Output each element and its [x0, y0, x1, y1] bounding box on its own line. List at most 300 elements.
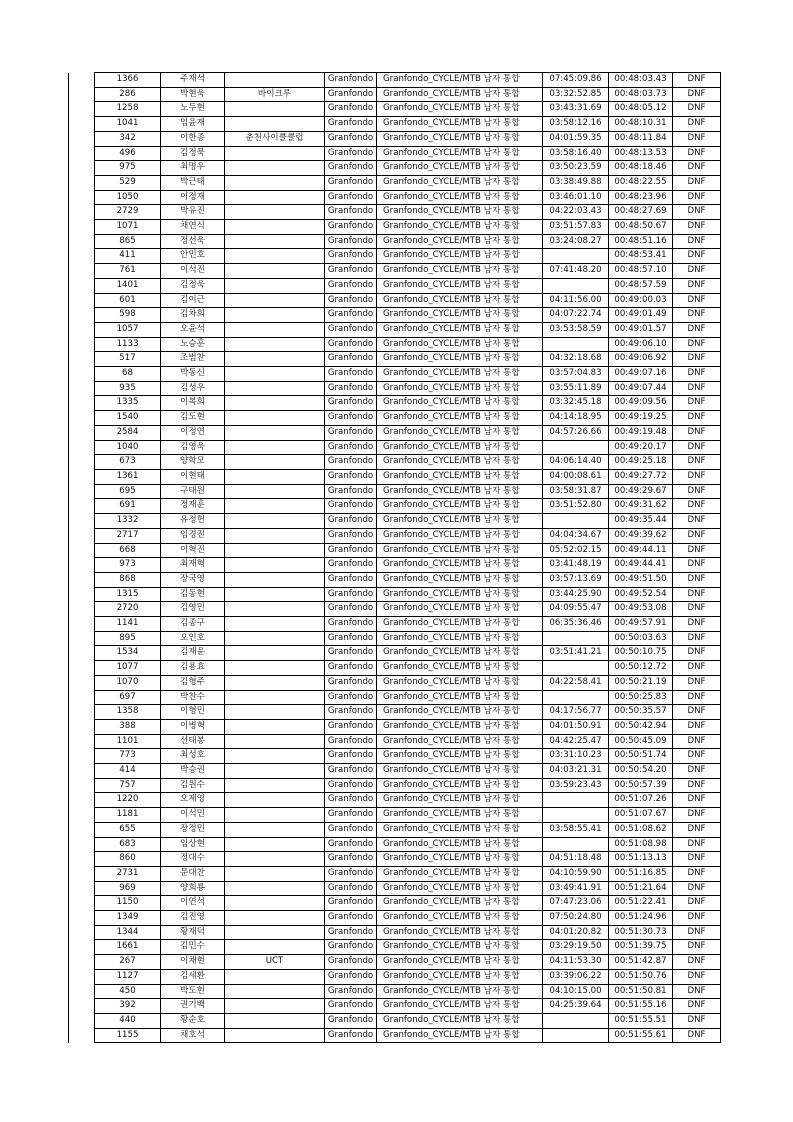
time-1-cell: 03:39:06.22: [543, 969, 609, 984]
results-body: [69, 73, 721, 1043]
result-status-cell: DNF: [673, 308, 721, 323]
row-margin-cell: [69, 719, 95, 734]
event-cell: Granfondo_CYCLE/MTB 남자 통합: [377, 484, 543, 499]
club-cell: [225, 572, 325, 587]
event-cell: Granfondo_CYCLE/MTB 남자 통합: [377, 499, 543, 514]
category-cell: Granfondo: [325, 675, 377, 690]
category-cell: Granfondo: [325, 396, 377, 411]
event-cell: Granfondo_CYCLE/MTB 남자 통합: [377, 572, 543, 587]
result-status-cell: DNF: [673, 661, 721, 676]
event-cell: Granfondo_CYCLE/MTB 남자 통합: [377, 602, 543, 617]
time-2-cell: 00:48:53.41: [609, 249, 673, 264]
table-row: [69, 734, 721, 749]
rider-name-cell: 이현태: [161, 469, 225, 484]
event-cell: Granfondo_CYCLE/MTB 남자 통합: [377, 969, 543, 984]
club-cell: [225, 308, 325, 323]
club-cell: [225, 337, 325, 352]
rider-name-cell: 이혁진: [161, 543, 225, 558]
time-2-cell: 00:48:11.84: [609, 131, 673, 146]
bib-number-cell: 2717: [95, 528, 161, 543]
bib-number-cell: 868: [95, 572, 161, 587]
result-status-cell: DNF: [673, 455, 721, 470]
time-1-cell: 04:04:34.67: [543, 528, 609, 543]
category-cell: Granfondo: [325, 955, 377, 970]
rider-name-cell: 오제영: [161, 793, 225, 808]
bib-number-cell: 1366: [95, 73, 161, 88]
event-cell: Granfondo_CYCLE/MTB 남자 통합: [377, 117, 543, 132]
time-1-cell: 03:51:41.21: [543, 646, 609, 661]
table-row: [69, 955, 721, 970]
category-cell: Granfondo: [325, 866, 377, 881]
event-cell: Granfondo_CYCLE/MTB 남자 통합: [377, 161, 543, 176]
rider-name-cell: 이병혁: [161, 719, 225, 734]
rider-name-cell: 김민수: [161, 940, 225, 955]
rider-name-cell: 권기백: [161, 999, 225, 1014]
result-status-cell: DNF: [673, 264, 721, 279]
rider-name-cell: 이연석: [161, 896, 225, 911]
club-cell: [225, 837, 325, 852]
category-cell: Granfondo: [325, 220, 377, 235]
club-cell: [225, 631, 325, 646]
bib-number-cell: 1335: [95, 396, 161, 411]
row-margin-cell: [69, 264, 95, 279]
rider-name-cell: 이정연: [161, 425, 225, 440]
time-2-cell: 00:49:20.17: [609, 440, 673, 455]
row-margin-cell: [69, 381, 95, 396]
rider-name-cell: 정재훈: [161, 499, 225, 514]
table-row: [69, 896, 721, 911]
category-cell: Granfondo: [325, 367, 377, 382]
time-2-cell: 00:50:35.57: [609, 705, 673, 720]
time-1-cell: 04:11:53.30: [543, 955, 609, 970]
time-2-cell: 00:49:00.03: [609, 293, 673, 308]
time-2-cell: 00:49:29.67: [609, 484, 673, 499]
result-status-cell: DNF: [673, 102, 721, 117]
result-status-cell: DNF: [673, 675, 721, 690]
club-cell: [225, 249, 325, 264]
row-margin-cell: [69, 705, 95, 720]
category-cell: Granfondo: [325, 146, 377, 161]
row-margin-cell: [69, 837, 95, 852]
time-2-cell: 00:51:39.75: [609, 940, 673, 955]
club-cell: [225, 793, 325, 808]
time-2-cell: 00:51:08.98: [609, 837, 673, 852]
time-2-cell: 00:48:57.59: [609, 278, 673, 293]
rider-name-cell: 문대찬: [161, 866, 225, 881]
table-row: [69, 866, 721, 881]
category-cell: Granfondo: [325, 778, 377, 793]
bib-number-cell: 860: [95, 852, 161, 867]
category-cell: Granfondo: [325, 617, 377, 632]
table-row: [69, 881, 721, 896]
category-cell: Granfondo: [325, 249, 377, 264]
category-cell: Granfondo: [325, 1028, 377, 1043]
time-1-cell: 04:10:59.90: [543, 866, 609, 881]
rider-name-cell: 박현욱: [161, 87, 225, 102]
club-cell: [225, 940, 325, 955]
time-2-cell: 00:48:05.12: [609, 102, 673, 117]
category-cell: Granfondo: [325, 734, 377, 749]
bib-number-cell: 286: [95, 87, 161, 102]
category-cell: Granfondo: [325, 749, 377, 764]
table-row: [69, 352, 721, 367]
row-margin-cell: [69, 675, 95, 690]
club-cell: [225, 719, 325, 734]
rider-name-cell: 박동신: [161, 367, 225, 382]
table-row: [69, 1028, 721, 1043]
rider-name-cell: 김형주: [161, 675, 225, 690]
table-row: [69, 381, 721, 396]
time-2-cell: 00:49:44.41: [609, 558, 673, 573]
table-row: [69, 411, 721, 426]
row-margin-cell: [69, 558, 95, 573]
club-cell: [225, 984, 325, 999]
result-status-cell: DNF: [673, 837, 721, 852]
time-1-cell: 04:06:14.40: [543, 455, 609, 470]
time-2-cell: 00:51:42.87: [609, 955, 673, 970]
category-cell: Granfondo: [325, 999, 377, 1014]
row-margin-cell: [69, 911, 95, 926]
time-2-cell: 00:51:07.67: [609, 808, 673, 823]
row-margin-cell: [69, 646, 95, 661]
club-cell: [225, 102, 325, 117]
row-margin-cell: [69, 602, 95, 617]
category-cell: Granfondo: [325, 587, 377, 602]
row-margin-cell: [69, 852, 95, 867]
club-cell: [225, 558, 325, 573]
event-cell: Granfondo_CYCLE/MTB 남자 통합: [377, 278, 543, 293]
bib-number-cell: 973: [95, 558, 161, 573]
club-cell: [225, 911, 325, 926]
bib-number-cell: 1133: [95, 337, 161, 352]
rider-name-cell: 이채현: [161, 955, 225, 970]
rider-name-cell: 김차희: [161, 308, 225, 323]
result-status-cell: DNF: [673, 278, 721, 293]
category-cell: Granfondo: [325, 87, 377, 102]
club-cell: [225, 734, 325, 749]
row-margin-cell: [69, 1014, 95, 1029]
time-1-cell: 03:43:31.69: [543, 102, 609, 117]
club-cell: [225, 999, 325, 1014]
rider-name-cell: 임경진: [161, 528, 225, 543]
time-1-cell: [543, 440, 609, 455]
time-2-cell: 00:50:42.94: [609, 719, 673, 734]
event-cell: Granfondo_CYCLE/MTB 남자 통합: [377, 131, 543, 146]
event-cell: Granfondo_CYCLE/MTB 남자 통합: [377, 955, 543, 970]
time-2-cell: 00:51:55.51: [609, 1014, 673, 1029]
time-2-cell: 00:49:06.92: [609, 352, 673, 367]
result-status-cell: DNF: [673, 1028, 721, 1043]
time-1-cell: 04:07:22.74: [543, 308, 609, 323]
result-status-cell: DNF: [673, 117, 721, 132]
row-margin-cell: [69, 205, 95, 220]
table-row: [69, 852, 721, 867]
table-row: [69, 117, 721, 132]
rider-name-cell: 박유진: [161, 205, 225, 220]
event-cell: Granfondo_CYCLE/MTB 남자 통합: [377, 558, 543, 573]
category-cell: Granfondo: [325, 205, 377, 220]
row-margin-cell: [69, 661, 95, 676]
table-row: [69, 131, 721, 146]
time-1-cell: [543, 337, 609, 352]
time-2-cell: 00:50:54.20: [609, 764, 673, 779]
time-2-cell: 00:48:03.43: [609, 73, 673, 88]
result-status-cell: DNF: [673, 911, 721, 926]
row-margin-cell: [69, 161, 95, 176]
category-cell: Granfondo: [325, 646, 377, 661]
rider-name-cell: 장국영: [161, 572, 225, 587]
time-1-cell: 04:17:56.77: [543, 705, 609, 720]
club-cell: [225, 234, 325, 249]
row-margin-cell: [69, 87, 95, 102]
time-1-cell: 03:53:58.59: [543, 322, 609, 337]
bib-number-cell: 1349: [95, 911, 161, 926]
rider-name-cell: 김도현: [161, 411, 225, 426]
time-1-cell: 04:10:15.00: [543, 984, 609, 999]
bib-number-cell: 440: [95, 1014, 161, 1029]
time-1-cell: [543, 1028, 609, 1043]
category-cell: Granfondo: [325, 411, 377, 426]
row-margin-cell: [69, 73, 95, 88]
club-cell: [225, 822, 325, 837]
row-margin-cell: [69, 117, 95, 132]
bib-number-cell: 865: [95, 234, 161, 249]
row-margin-cell: [69, 337, 95, 352]
time-1-cell: [543, 690, 609, 705]
result-status-cell: DNF: [673, 1014, 721, 1029]
category-cell: Granfondo: [325, 572, 377, 587]
rider-name-cell: 황재덕: [161, 925, 225, 940]
result-status-cell: DNF: [673, 411, 721, 426]
time-2-cell: 00:51:50.81: [609, 984, 673, 999]
table-row: [69, 808, 721, 823]
category-cell: Granfondo: [325, 705, 377, 720]
table-row: [69, 543, 721, 558]
event-cell: Granfondo_CYCLE/MTB 남자 통합: [377, 73, 543, 88]
club-cell: [225, 617, 325, 632]
event-cell: Granfondo_CYCLE/MTB 남자 통합: [377, 440, 543, 455]
time-1-cell: 07:47:23.06: [543, 896, 609, 911]
row-margin-cell: [69, 984, 95, 999]
bib-number-cell: 411: [95, 249, 161, 264]
category-cell: Granfondo: [325, 161, 377, 176]
rider-name-cell: 장정민: [161, 822, 225, 837]
row-margin-cell: [69, 425, 95, 440]
club-cell: [225, 469, 325, 484]
table-row: [69, 425, 721, 440]
bib-number-cell: 68: [95, 367, 161, 382]
club-cell: [225, 455, 325, 470]
event-cell: Granfondo_CYCLE/MTB 남자 통합: [377, 793, 543, 808]
result-status-cell: DNF: [673, 175, 721, 190]
category-cell: Granfondo: [325, 528, 377, 543]
result-status-cell: DNF: [673, 631, 721, 646]
club-cell: [225, 1014, 325, 1029]
result-status-cell: DNF: [673, 617, 721, 632]
rider-name-cell: 김용효: [161, 661, 225, 676]
time-2-cell: 00:51:07.26: [609, 793, 673, 808]
row-margin-cell: [69, 234, 95, 249]
event-cell: Granfondo_CYCLE/MTB 남자 통합: [377, 455, 543, 470]
result-status-cell: DNF: [673, 528, 721, 543]
event-cell: Granfondo_CYCLE/MTB 남자 통합: [377, 587, 543, 602]
time-2-cell: 00:50:12.72: [609, 661, 673, 676]
result-status-cell: DNF: [673, 367, 721, 382]
bib-number-cell: 2729: [95, 205, 161, 220]
event-cell: Granfondo_CYCLE/MTB 남자 통합: [377, 719, 543, 734]
time-1-cell: 03:58:16.40: [543, 146, 609, 161]
table-row: [69, 558, 721, 573]
table-row: [69, 631, 721, 646]
row-margin-cell: [69, 102, 95, 117]
time-1-cell: [543, 793, 609, 808]
club-cell: [225, 440, 325, 455]
time-2-cell: 00:49:39.62: [609, 528, 673, 543]
result-status-cell: DNF: [673, 293, 721, 308]
rider-name-cell: 구태원: [161, 484, 225, 499]
time-2-cell: 00:48:10.31: [609, 117, 673, 132]
time-2-cell: 00:50:03.63: [609, 631, 673, 646]
table-row: [69, 440, 721, 455]
rider-name-cell: 김종구: [161, 617, 225, 632]
club-cell: [225, 675, 325, 690]
time-2-cell: 00:49:57.91: [609, 617, 673, 632]
time-1-cell: 04:01:59.35: [543, 131, 609, 146]
result-status-cell: DNF: [673, 440, 721, 455]
table-row: [69, 999, 721, 1014]
category-cell: Granfondo: [325, 308, 377, 323]
club-cell: [225, 514, 325, 529]
time-2-cell: 00:49:51.50: [609, 572, 673, 587]
rider-name-cell: 선태봉: [161, 734, 225, 749]
result-status-cell: DNF: [673, 499, 721, 514]
time-2-cell: 00:51:50.76: [609, 969, 673, 984]
time-1-cell: 04:00:08.61: [543, 469, 609, 484]
rider-name-cell: 조범찬: [161, 352, 225, 367]
row-margin-cell: [69, 822, 95, 837]
time-2-cell: 00:51:30.73: [609, 925, 673, 940]
category-cell: Granfondo: [325, 455, 377, 470]
category-cell: Granfondo: [325, 690, 377, 705]
event-cell: Granfondo_CYCLE/MTB 남자 통합: [377, 675, 543, 690]
result-status-cell: DNF: [673, 396, 721, 411]
rider-name-cell: 노승훈: [161, 337, 225, 352]
club-cell: [225, 278, 325, 293]
rider-name-cell: 김영욱: [161, 440, 225, 455]
bib-number-cell: 1401: [95, 278, 161, 293]
table-row: [69, 778, 721, 793]
rider-name-cell: 이석진: [161, 264, 225, 279]
row-margin-cell: [69, 925, 95, 940]
event-cell: Granfondo_CYCLE/MTB 남자 통합: [377, 102, 543, 117]
rider-name-cell: 이석민: [161, 808, 225, 823]
bib-number-cell: 496: [95, 146, 161, 161]
rider-name-cell: 최명우: [161, 161, 225, 176]
row-margin-cell: [69, 499, 95, 514]
table-row: [69, 73, 721, 88]
rider-name-cell: 임상현: [161, 837, 225, 852]
category-cell: Granfondo: [325, 764, 377, 779]
result-status-cell: DNF: [673, 190, 721, 205]
result-status-cell: DNF: [673, 808, 721, 823]
club-cell: [225, 322, 325, 337]
time-1-cell: 04:51:18.48: [543, 852, 609, 867]
time-1-cell: [543, 661, 609, 676]
table-row: [69, 646, 721, 661]
club-cell: [225, 602, 325, 617]
event-cell: Granfondo_CYCLE/MTB 남자 통합: [377, 175, 543, 190]
time-1-cell: 03:32:52.85: [543, 87, 609, 102]
category-cell: Granfondo: [325, 381, 377, 396]
table-row: [69, 396, 721, 411]
club-cell: 춘천사이클클럽: [225, 131, 325, 146]
category-cell: Granfondo: [325, 514, 377, 529]
row-margin-cell: [69, 455, 95, 470]
time-2-cell: 00:49:35.44: [609, 514, 673, 529]
category-cell: Granfondo: [325, 543, 377, 558]
time-2-cell: 00:49:53.08: [609, 602, 673, 617]
club-cell: [225, 808, 325, 823]
club-cell: [225, 749, 325, 764]
result-status-cell: DNF: [673, 646, 721, 661]
row-margin-cell: [69, 955, 95, 970]
event-cell: Granfondo_CYCLE/MTB 남자 통합: [377, 264, 543, 279]
result-status-cell: DNF: [673, 793, 721, 808]
bib-number-cell: 2731: [95, 866, 161, 881]
table-row: [69, 234, 721, 249]
time-2-cell: 00:51:16.85: [609, 866, 673, 881]
time-2-cell: 00:49:52.54: [609, 587, 673, 602]
bib-number-cell: 392: [95, 999, 161, 1014]
category-cell: Granfondo: [325, 190, 377, 205]
time-2-cell: 00:49:25.18: [609, 455, 673, 470]
time-2-cell: 00:48:03.73: [609, 87, 673, 102]
table-row: [69, 1014, 721, 1029]
club-cell: [225, 484, 325, 499]
event-cell: Granfondo_CYCLE/MTB 남자 통합: [377, 911, 543, 926]
event-cell: Granfondo_CYCLE/MTB 남자 통합: [377, 661, 543, 676]
time-1-cell: 04:57:26.66: [543, 425, 609, 440]
bib-number-cell: 1127: [95, 969, 161, 984]
rider-name-cell: 김진영: [161, 911, 225, 926]
time-1-cell: 07:50:24.80: [543, 911, 609, 926]
table-row: [69, 617, 721, 632]
row-margin-cell: [69, 396, 95, 411]
result-status-cell: DNF: [673, 719, 721, 734]
results-table: [68, 72, 721, 1043]
club-cell: [225, 881, 325, 896]
result-status-cell: DNF: [673, 764, 721, 779]
bib-number-cell: 1057: [95, 322, 161, 337]
rider-name-cell: 김정묵: [161, 146, 225, 161]
row-margin-cell: [69, 617, 95, 632]
club-cell: [225, 690, 325, 705]
category-cell: Granfondo: [325, 337, 377, 352]
bib-number-cell: 1141: [95, 617, 161, 632]
row-margin-cell: [69, 440, 95, 455]
result-status-cell: DNF: [673, 969, 721, 984]
event-cell: Granfondo_CYCLE/MTB 남자 통합: [377, 205, 543, 220]
result-status-cell: DNF: [673, 131, 721, 146]
event-cell: Granfondo_CYCLE/MTB 남자 통합: [377, 866, 543, 881]
time-1-cell: 03:31:10.23: [543, 749, 609, 764]
category-cell: Granfondo: [325, 440, 377, 455]
row-margin-cell: [69, 469, 95, 484]
row-margin-cell: [69, 308, 95, 323]
result-status-cell: DNF: [673, 514, 721, 529]
club-cell: [225, 661, 325, 676]
rider-name-cell: 오인호: [161, 631, 225, 646]
